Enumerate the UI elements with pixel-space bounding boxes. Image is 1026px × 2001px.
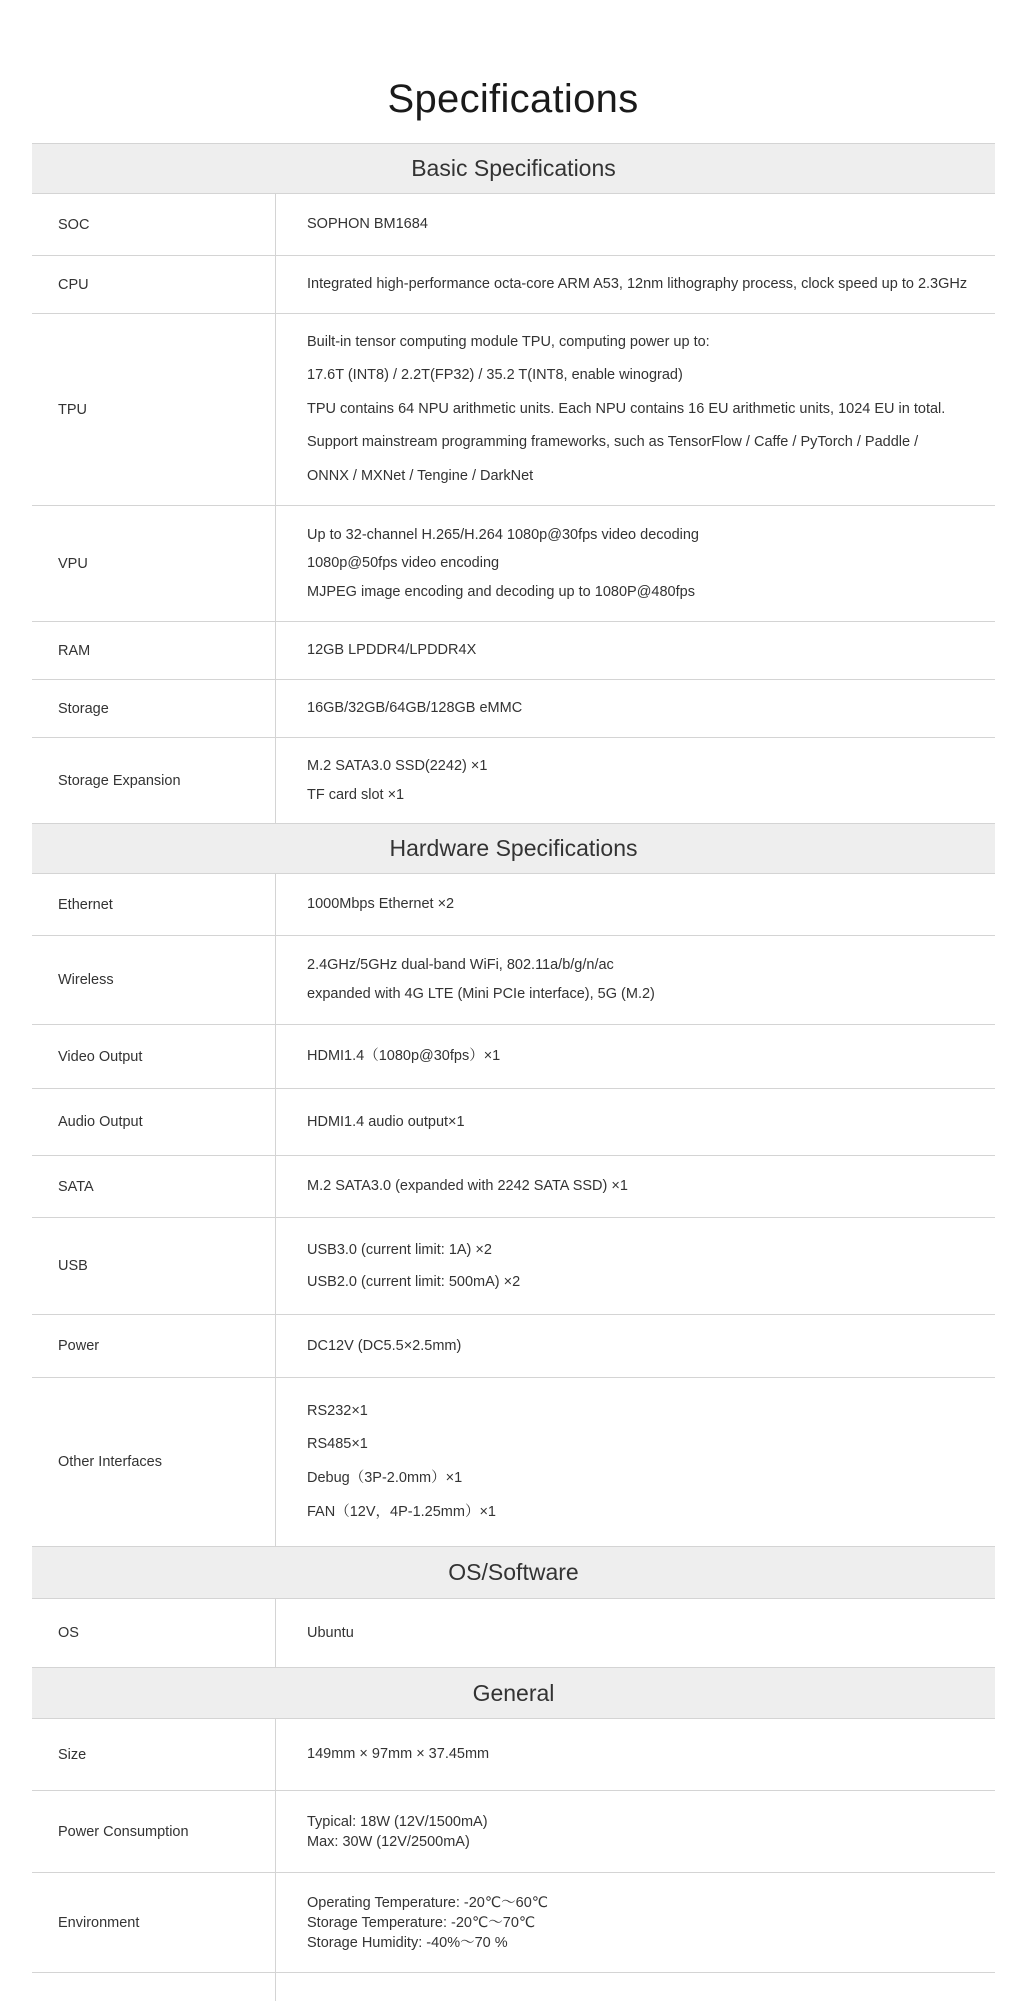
page-title: Specifications	[387, 76, 639, 121]
spec-value-line: M.2 SATA3.0 SSD(2242) ×1	[307, 757, 488, 774]
spec-value	[276, 1873, 995, 1972]
spec-label: Audio Output	[32, 1089, 276, 1155]
section-header-general: General	[32, 1668, 995, 1719]
spec-row-power	[32, 1315, 995, 1378]
spec-row-soc	[32, 194, 995, 256]
spec-value	[276, 1156, 995, 1217]
spec-value-line: 1000Mbps Ethernet ×2	[307, 896, 455, 913]
spec-value	[276, 256, 995, 313]
spec-row-cpu	[32, 256, 995, 314]
spec-value-line: TF card slot ×1	[307, 786, 405, 803]
spec-row-partial	[32, 1973, 995, 2001]
spec-value	[276, 874, 995, 935]
section-header-hardware-specifications: Hardware Specifications	[32, 824, 995, 874]
spec-value-line: ONNX / MXNet / Tengine / DarkNet	[307, 467, 534, 484]
spec-label: Other Interfaces	[32, 1378, 276, 1546]
section-header-basic-specifications: Basic Specifications	[32, 144, 995, 194]
spec-value-line: SOPHON BM1684	[307, 216, 428, 233]
spec-value-line: Storage Temperature: -20℃～70℃	[307, 1914, 536, 1931]
spec-value	[276, 314, 995, 505]
spec-value-line: Max: 30W (12V/2500mA)	[307, 1833, 470, 1850]
spec-value	[276, 1599, 995, 1667]
spec-value	[276, 1089, 995, 1155]
spec-label: TPU	[32, 314, 276, 505]
spec-value-line: Debug（3P-2.0mm）×1	[307, 1470, 463, 1486]
spec-value-line: 12GB LPDDR4/LPDDR4X	[307, 642, 477, 659]
spec-label	[32, 1973, 276, 2001]
spec-value	[276, 506, 995, 621]
spec-value	[276, 936, 995, 1024]
spec-row-size	[32, 1719, 995, 1791]
spec-value-line: USB2.0 (current limit: 500mA) ×2	[307, 1274, 521, 1290]
spec-label: VPU	[32, 506, 276, 621]
spec-label: Storage Expansion	[32, 738, 276, 823]
spec-value	[276, 1791, 995, 1872]
spec-label: Video Output	[32, 1025, 276, 1088]
spec-row-storage-expansion	[32, 738, 995, 824]
spec-row-tpu	[32, 314, 995, 506]
spec-value	[276, 680, 995, 737]
spec-label: Storage	[32, 680, 276, 737]
spec-row-storage	[32, 680, 995, 738]
spec-label: Power Consumption	[32, 1791, 276, 1872]
spec-label: OS	[32, 1599, 276, 1667]
spec-value	[276, 622, 995, 679]
spec-value-line: expanded with 4G LTE (Mini PCIe interface), 5G (M.2)	[307, 986, 655, 1002]
spec-value-line: USB3.0 (current limit: 1A) ×2	[307, 1241, 492, 1258]
spec-label: Size	[32, 1719, 276, 1790]
spec-value	[276, 194, 995, 255]
spec-value-line: 17.6T (INT8) / 2.2T(FP32) / 35.2 T(INT8, enable winograd)	[307, 367, 683, 384]
spec-value-line: Integrated high-performance octa-core ARM A53, 12nm lithography process, clock speed up to 2.3GHz	[307, 276, 968, 293]
spec-row-os	[32, 1599, 995, 1668]
spec-value-line: FAN（12V，4P-1.25mm）×1	[307, 1503, 496, 1520]
spec-label: SATA	[32, 1156, 276, 1217]
spec-row-ethernet	[32, 874, 995, 936]
spec-value-line: RS485×1	[307, 1436, 368, 1453]
spec-value-line: TPU contains 64 NPU arithmetic units. Each NPU contains 16 EU arithmetic units, 1024 EU in total.	[307, 400, 946, 417]
spec-value	[276, 1218, 995, 1314]
spec-value-line: Built-in tensor computing module TPU, computing power up to:	[307, 333, 710, 350]
spec-label: Ethernet	[32, 874, 276, 935]
spec-row-other-interfaces	[32, 1378, 995, 1547]
spec-label: Environment	[32, 1873, 276, 1972]
spec-value-line: Ubuntu	[307, 1624, 354, 1641]
spec-value-line: Typical: 18W (12V/1500mA)	[307, 1813, 488, 1830]
spec-label: RAM	[32, 622, 276, 679]
section-header-os-software: OS/Software	[32, 1547, 995, 1599]
spec-table	[32, 143, 995, 2001]
spec-value	[276, 1378, 995, 1546]
spec-value-line: 16GB/32GB/64GB/128GB eMMC	[307, 700, 523, 717]
spec-label: Wireless	[32, 936, 276, 1024]
spec-label: SOC	[32, 194, 276, 255]
spec-value	[276, 1973, 995, 2001]
spec-value	[276, 1025, 995, 1088]
spec-label: CPU	[32, 256, 276, 313]
spec-value-line: HDMI1.4（1080p@30fps）×1	[307, 1048, 501, 1065]
spec-row-audio-output	[32, 1089, 995, 1156]
spec-value	[276, 1315, 995, 1377]
spec-row-power-consumption	[32, 1791, 995, 1873]
spec-value-line: DC12V (DC5.5×2.5mm)	[307, 1337, 462, 1354]
spec-value	[276, 738, 995, 823]
spec-value-line: 1080p@50fps video encoding	[307, 555, 500, 572]
spec-row-video-output	[32, 1025, 995, 1089]
spec-label: Power	[32, 1315, 276, 1377]
spec-row-usb	[32, 1218, 995, 1315]
spec-row-wireless	[32, 936, 995, 1025]
spec-value-line: HDMI1.4 audio output×1	[307, 1113, 465, 1130]
spec-value-line: MJPEG image encoding and decoding up to 1080P@480fps	[307, 583, 695, 600]
spec-value-line: 2.4GHz/5GHz dual-band WiFi, 802.11a/b/g/n/ac	[307, 957, 614, 974]
spec-label: USB	[32, 1218, 276, 1314]
spec-value-line: Operating Temperature: -20℃～60℃	[307, 1894, 549, 1911]
spec-row-sata	[32, 1156, 995, 1218]
spec-row-environment	[32, 1873, 995, 1973]
spec-value-line: Storage Humidity: -40%～70 %	[307, 1934, 508, 1951]
spec-value	[276, 1719, 995, 1790]
spec-value-line: M.2 SATA3.0 (expanded with 2242 SATA SSD) ×1	[307, 1178, 628, 1195]
spec-value-line: Up to 32-channel H.265/H.264 1080p@30fps video decoding	[307, 526, 699, 543]
spec-value-line: RS232×1	[307, 1402, 368, 1419]
spec-row-ram	[32, 622, 995, 680]
spec-value-line: Support mainstream programming frameworks, such as TensorFlow / Caffe / PyTorch / Paddle /	[307, 434, 919, 451]
spec-row-vpu	[32, 506, 995, 622]
spec-value-line: 149mm × 97mm × 37.45mm	[307, 1746, 490, 1763]
